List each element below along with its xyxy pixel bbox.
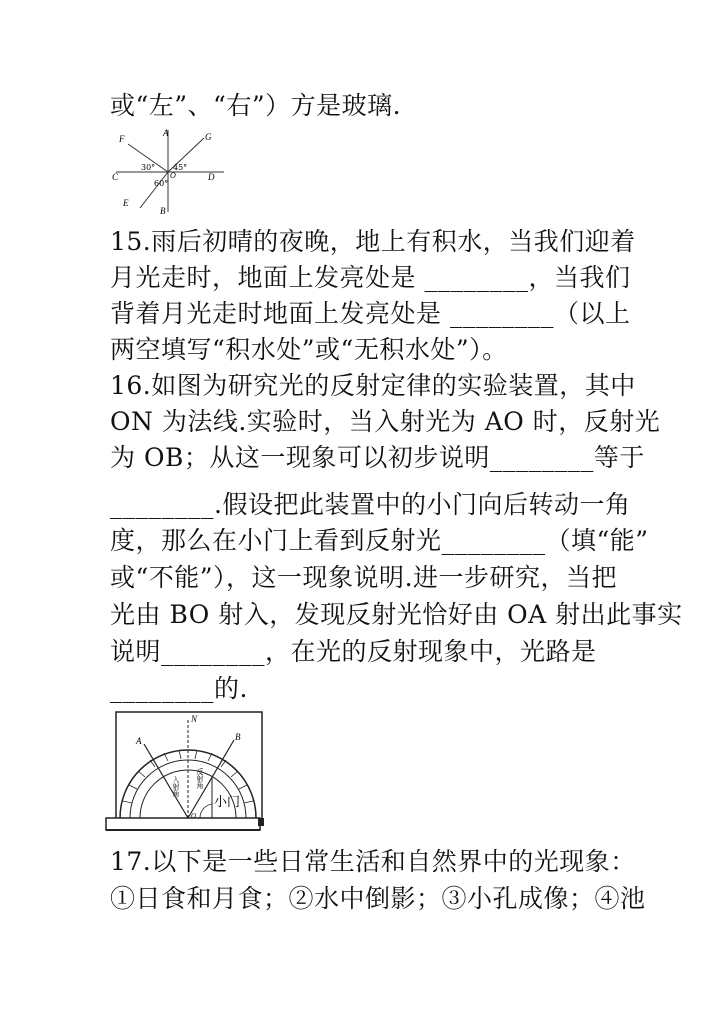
label-B: B [160, 206, 166, 216]
text-line: 16.如图为研究光的反射定律的实验装置，其中 [110, 371, 636, 400]
text-line: 15.雨后初晴的夜晚，地上有积水，当我们迎着 [110, 227, 636, 256]
angle-30: 30° [141, 163, 156, 172]
text-line: 17.以下是一些日常生活和自然界中的光现象： [110, 847, 636, 876]
text-line: 或“左”、“右”）方是玻璃. [110, 91, 402, 120]
incident-ray-AO [144, 744, 188, 818]
text-line: 为 OB；从这一现象可以初步说明________等于 [110, 443, 645, 472]
label-D: D [208, 172, 215, 182]
label-F: F [119, 134, 125, 144]
label-N: N [191, 714, 198, 724]
label-B: B [235, 732, 241, 742]
text-line: 度，那么在小门上看到反射光________（填“能” [110, 526, 649, 555]
text-line: 月光走时，地面上发亮处是 ________，当我们 [110, 263, 631, 292]
label-G: G [205, 132, 212, 142]
text-line: 说明________，在光的反射现象中，光路是 [110, 637, 597, 666]
label-incident-angle: 入射角 [172, 776, 180, 797]
label-C: C [112, 172, 119, 182]
label-A: A [163, 128, 169, 138]
angle-45: 45° [173, 163, 188, 172]
text-line: ①日食和月食；②水中倒影；③小孔成像；④池 [110, 884, 646, 913]
label-O: O [191, 812, 197, 820]
text-line: ON 为法线.实验时，当入射光为 AO 时，反射光 [110, 407, 661, 436]
text-line: ________.假设把此装置中的小门向后转动一角 [110, 490, 631, 519]
refraction-diagram [110, 128, 228, 216]
reflection-apparatus-diagram [104, 706, 266, 838]
hinge [258, 818, 264, 826]
label-door: 小门 [214, 795, 241, 810]
text-line: 光由 BO 射入，发现反射光恰好由 OA 射出此事实 [110, 600, 683, 629]
base-plate [106, 818, 260, 830]
board-frame [116, 712, 262, 820]
text-line: 背着月光走时地面上发亮处是 ________（以上 [110, 299, 631, 328]
text-line: 或“不能”），这一现象说明.进一步研究，当把 [110, 563, 618, 592]
label-reflection-angle: 反射角 [196, 768, 204, 789]
text-line: ________的. [110, 674, 248, 703]
label-E: E [123, 198, 129, 208]
label-O: O [170, 171, 176, 180]
text-line: 两空填写“积水处”或“无积水处”）。 [110, 335, 508, 364]
label-A: A [136, 736, 142, 746]
angle-60: 60° [154, 179, 169, 188]
ray-OE [140, 172, 168, 208]
